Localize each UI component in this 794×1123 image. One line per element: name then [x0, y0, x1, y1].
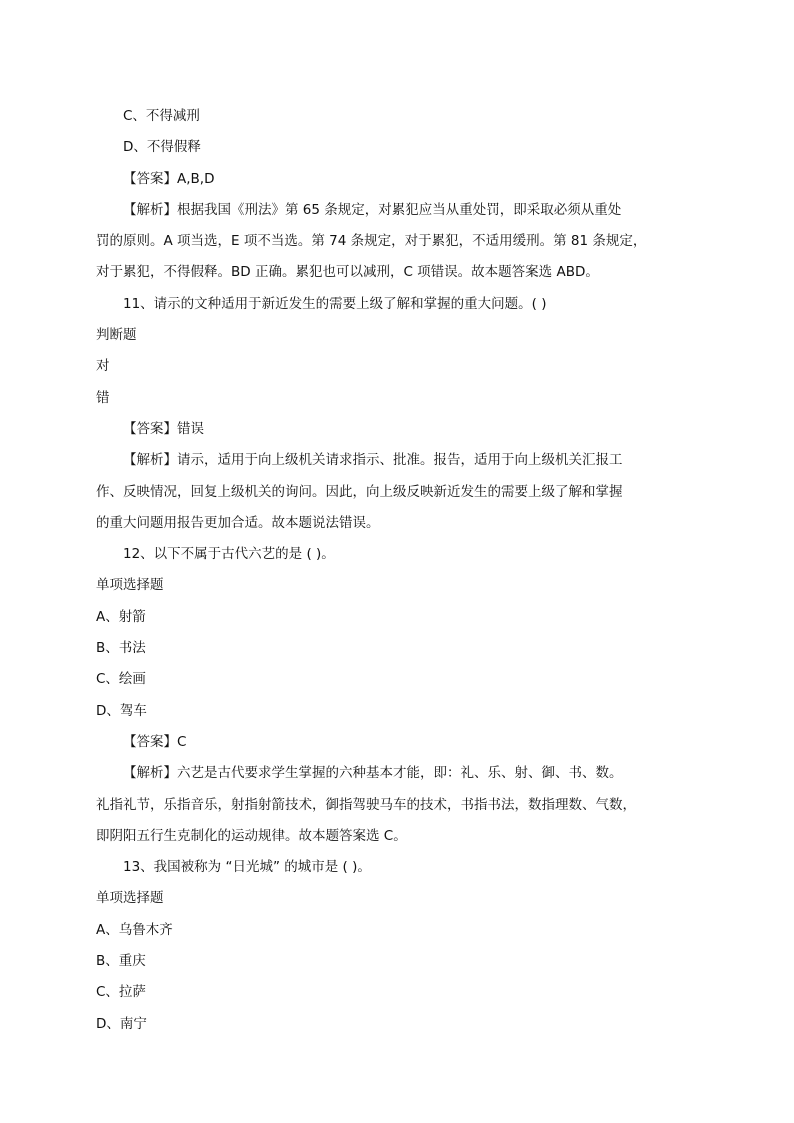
page-content: [96, 101, 683, 1040]
q10-analysis-line1: [123, 195, 683, 226]
q10-analysis-line3: 对于累犯，不得假释。BD 正确。累犯也可以减刑，C 项错误。故本题答案选 ABD。: [96, 264, 599, 281]
answer-value: A,B,D: [177, 170, 215, 187]
q11-analysis-line3: 的重大问题用报告更加合适。故本题说法错误。: [96, 514, 380, 531]
q13-question: 13、我国被称为 “日光城” 的城市是 ( )。: [123, 859, 371, 876]
q12-analysis-line1: [123, 758, 683, 789]
answer-label: 【答案】: [123, 733, 177, 750]
analysis-text: 根据我国《刑法》第 65 条规定，对累犯应当从重处罚，即采取必须从重处: [177, 201, 622, 218]
q10-option-d: D、不得假释: [123, 139, 201, 156]
q11-answer: [123, 414, 683, 445]
analysis-label: 【解析】: [123, 452, 177, 469]
analysis-text: 请示，适用于向上级机关请求指示、批准。报告，适用于向上级机关汇报工: [177, 452, 623, 469]
q11-option-true: 对: [96, 358, 110, 375]
analysis-label: 【解析】: [123, 765, 177, 782]
q13-type: 单项选择题: [96, 890, 164, 907]
q11-option-false: 错: [96, 389, 110, 406]
q12-question: 12、以下不属于古代六艺的是 ( )。: [123, 546, 335, 563]
q10-answer: [123, 164, 683, 195]
q11-type: 判断题: [96, 327, 137, 344]
q13-option-d: D、南宁: [96, 1015, 147, 1032]
analysis-label: 【解析】: [123, 201, 177, 218]
answer-value: C: [177, 733, 187, 750]
q13-option-a: A、乌鲁木齐: [96, 921, 173, 938]
q11-analysis-line1: [123, 445, 683, 476]
q10-option-c: C、不得减刑: [123, 108, 200, 124]
q13-option-b: B、重庆: [96, 953, 146, 970]
q12-option-c: C、绘画: [96, 671, 146, 688]
q12-answer: [123, 727, 683, 758]
answer-label: 【答案】: [123, 170, 177, 187]
q11-question: 11、请示的文种适用于新近发生的需要上级了解和掌握的重大问题。( ): [123, 295, 547, 312]
q12-type: 单项选择题: [96, 577, 164, 594]
q10-analysis-line2: 罚的原则。A 项当选，E 项不当选。第 74 条规定，对于累犯，不适用缓刑。第 81 条规定，: [96, 233, 647, 250]
answer-label: 【答案】: [123, 420, 177, 437]
q12-option-b: B、书法: [96, 640, 146, 657]
q12-option-a: A、射箭: [96, 608, 146, 625]
analysis-text: 六艺是古代要求学生掌握的六种基本才能，即：礼、乐、射、御、书、数。: [177, 765, 623, 782]
q12-analysis-line3: 即阴阳五行生克制化的运动规律。故本题答案选 C。: [96, 827, 407, 844]
answer-value: 错误: [177, 420, 204, 437]
q11-analysis-line2: 作、反映情况，回复上级机关的询问。因此，向上级反映新近发生的需要上级了解和掌握: [96, 483, 623, 500]
q13-option-c: C、拉萨: [96, 984, 146, 1001]
q12-option-d: D、驾车: [96, 702, 147, 719]
q12-analysis-line2: 礼指礼节，乐指音乐，射指射箭技术，御指驾驶马车的技术，书指书法，数指理数、气数，: [96, 796, 636, 813]
